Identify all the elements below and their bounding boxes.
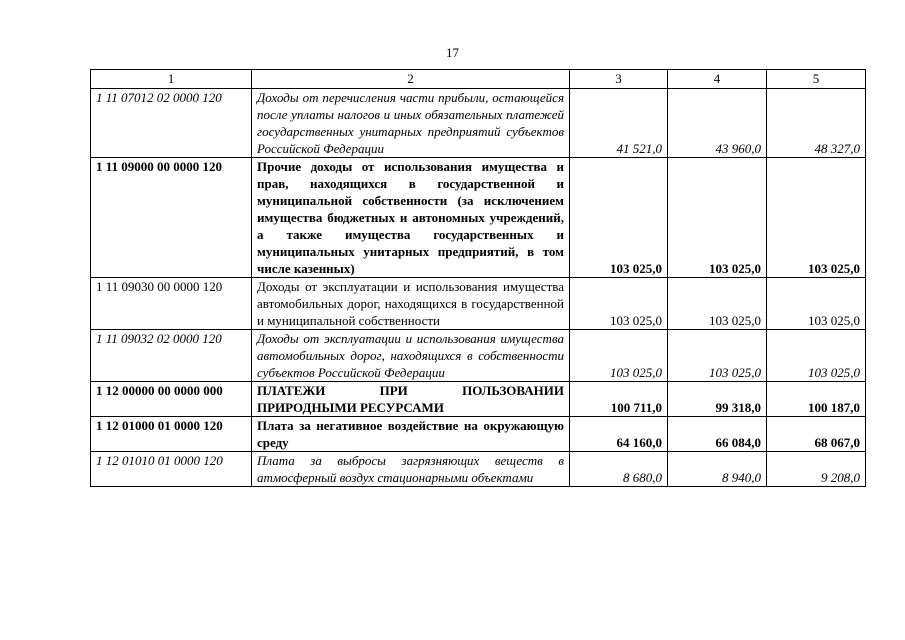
table-row	[91, 417, 866, 452]
value-col-5: 103 025,0	[767, 330, 866, 382]
income-code: 1 11 09032 02 0000 120	[91, 330, 252, 382]
value-col-3: 103 025,0	[570, 278, 668, 330]
value-col-5: 103 025,0	[767, 158, 866, 278]
value-col-4: 103 025,0	[668, 278, 767, 330]
value-col-4: 43 960,0	[668, 89, 767, 158]
value-col-5: 100 187,0	[767, 382, 866, 417]
income-code: 1 11 09030 00 0000 120	[91, 278, 252, 330]
value-col-4: 99 318,0	[668, 382, 767, 417]
value-col-4: 103 025,0	[668, 330, 767, 382]
income-description: Доходы от эксплуатации и использования имущества автомобильных дорог, находящихся в государственной и муниципальной собственности	[252, 278, 570, 330]
value-col-5: 48 327,0	[767, 89, 866, 158]
income-description: Доходы от эксплуатации и использования имущества автомобильных дорог, находящихся в собственности субъектов Российской Федерации	[252, 330, 570, 382]
value-col-3: 41 521,0	[570, 89, 668, 158]
value-col-5: 9 208,0	[767, 452, 866, 487]
column-header: 1	[91, 70, 252, 89]
column-header: 3	[570, 70, 668, 89]
value-col-4: 66 084,0	[668, 417, 767, 452]
value-col-3: 8 680,0	[570, 452, 668, 487]
income-code: 1 12 01010 01 0000 120	[91, 452, 252, 487]
income-code: 1 11 07012 02 0000 120	[91, 89, 252, 158]
value-col-4: 8 940,0	[668, 452, 767, 487]
column-header: 4	[668, 70, 767, 89]
value-col-4: 103 025,0	[668, 158, 767, 278]
income-code: 1 11 09000 00 0000 120	[91, 158, 252, 278]
table-row	[91, 452, 866, 487]
table-row	[91, 330, 866, 382]
table-row	[91, 382, 866, 417]
value-col-3: 103 025,0	[570, 330, 668, 382]
value-col-5: 68 067,0	[767, 417, 866, 452]
value-col-3: 103 025,0	[570, 158, 668, 278]
value-col-5: 103 025,0	[767, 278, 866, 330]
value-col-3: 64 160,0	[570, 417, 668, 452]
column-header: 2	[252, 70, 570, 89]
table-header-row	[91, 70, 866, 89]
income-code: 1 12 00000 00 0000 000	[91, 382, 252, 417]
income-description: Доходы от перечисления части прибыли, остающейся после уплаты налогов и иных обязательных платежей государственных унитарных предприятий субъектов Российской Федерации	[252, 89, 570, 158]
table-row	[91, 158, 866, 278]
table-row	[91, 89, 866, 158]
column-header: 5	[767, 70, 866, 89]
income-code: 1 12 01000 01 0000 120	[91, 417, 252, 452]
value-col-3: 100 711,0	[570, 382, 668, 417]
income-description: Прочие доходы от использования имущества и прав, находящихся в государственной и муниципальной собственности (за исключением имущества бюджетных и автономных учреждений, а также имущества государственных и муниципальных унитарных предприятий, в том числе казенных)	[252, 158, 570, 278]
page-number: 17	[446, 45, 459, 60]
income-description: Плата за негативное воздействие на окружающую среду	[252, 417, 570, 452]
budget-table	[90, 69, 866, 487]
income-description: Плата за выбросы загрязняющих веществ в атмосферный воздух стационарными объектами	[252, 452, 570, 487]
income-description: ПЛАТЕЖИ ПРИ ПОЛЬЗОВАНИИ ПРИРОДНЫМИ РЕСУРСАМИ	[252, 382, 570, 417]
table-row	[91, 278, 866, 330]
